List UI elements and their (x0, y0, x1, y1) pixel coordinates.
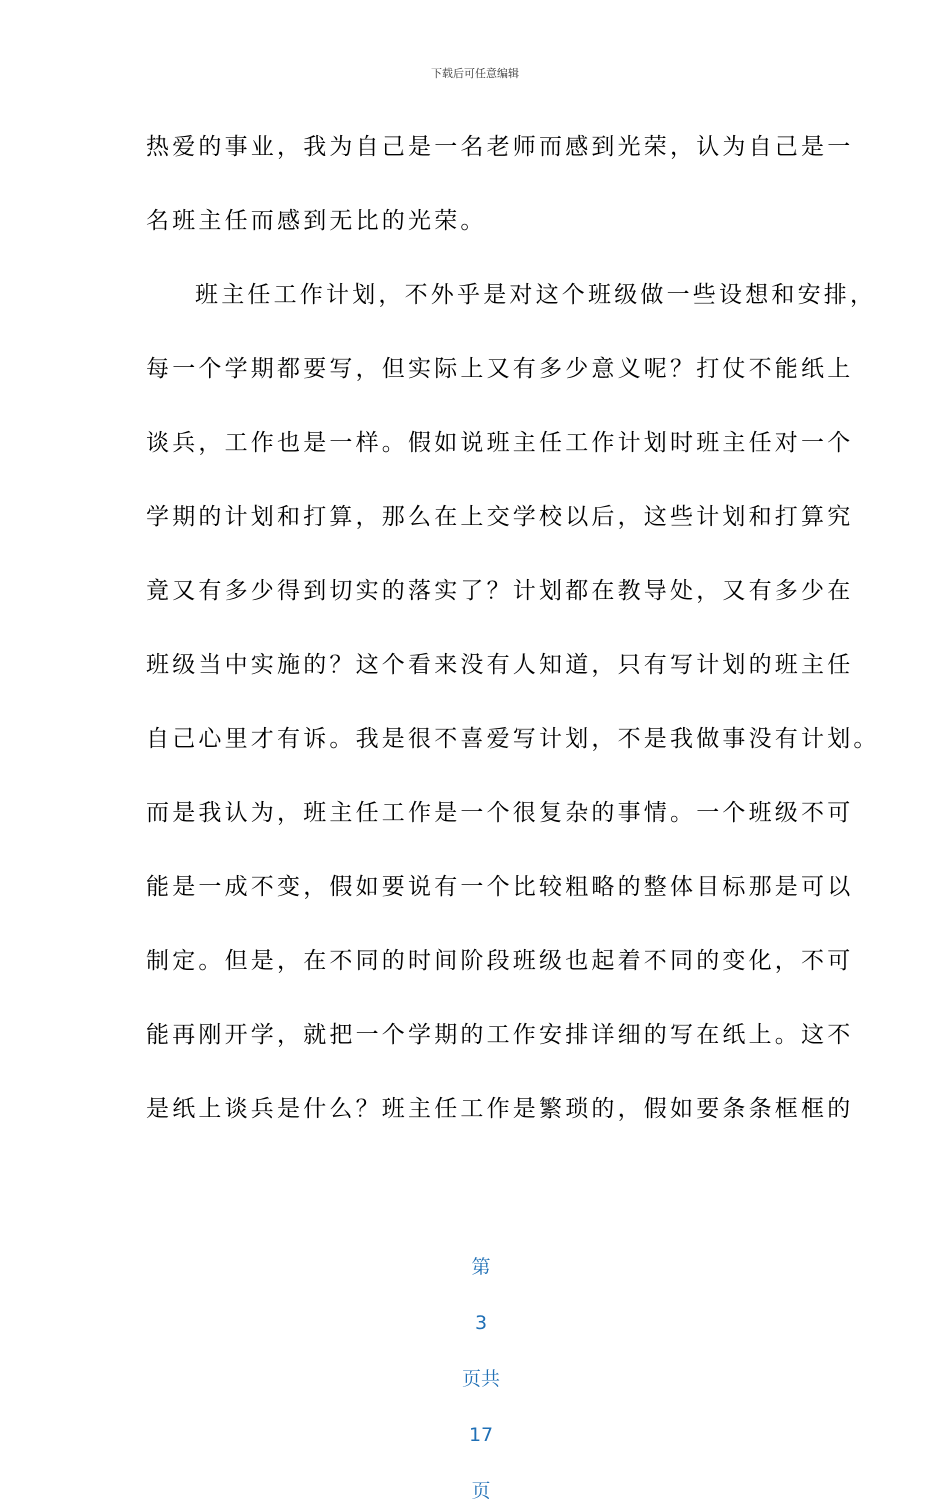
body-line-2: 名班主任而感到无比的光荣。 (146, 208, 487, 234)
body-line-11: 能是一成不变，假如要说有一个比较粗略的整体目标那是可以 (146, 874, 854, 900)
footer-total-pages: 17 (468, 1424, 494, 1446)
header-text: 下载后可任意编辑 (431, 67, 519, 80)
body-line-13: 能再刚开学，就把一个学期的工作安排详细的写在纸上。这不 (146, 1022, 854, 1048)
body-line-10: 而是我认为，班主任工作是一个很复杂的事情。一个班级不可 (146, 800, 854, 826)
page-header (0, 66, 950, 82)
footer-current-page: 3 (475, 1312, 488, 1334)
body-line-12: 制定。但是，在不同的时间阶段班级也起着不同的变化，不可 (146, 948, 854, 974)
body-line-9: 自己心里才有诉。我是很不喜爱写计划，不是我做事没有计划。 (146, 726, 880, 752)
body-line-5: 谈兵，工作也是一样。假如说班主任工作计划时班主任对一个 (146, 430, 854, 456)
body-line-4: 每一个学期都要写，但实际上又有多少意义呢？打仗不能纸上 (146, 356, 854, 382)
body-line-14: 是纸上谈兵是什么？班主任工作是繁琐的，假如要条条框框的 (146, 1096, 854, 1122)
footer-middle: 页共 (462, 1368, 501, 1390)
footer-suffix: 页 (471, 1480, 491, 1502)
body-line-7: 竟又有多少得到切实的落实了？计划都在教导处，又有多少在 (146, 578, 854, 604)
body-line-8: 班级当中实施的？这个看来没有人知道，只有写计划的班主任 (146, 652, 854, 678)
body-line-3: 班主任工作计划，不外乎是对这个班级做一些设想和安排， (195, 282, 877, 308)
page-footer (0, 1225, 950, 1505)
document-body (146, 126, 880, 1162)
body-line-1: 热爱的事业，我为自己是一名老师而感到光荣，认为自己是一 (146, 134, 854, 160)
body-line-6: 学期的计划和打算，那么在上交学校以后，这些计划和打算究 (146, 504, 854, 530)
footer-prefix: 第 (471, 1256, 491, 1278)
